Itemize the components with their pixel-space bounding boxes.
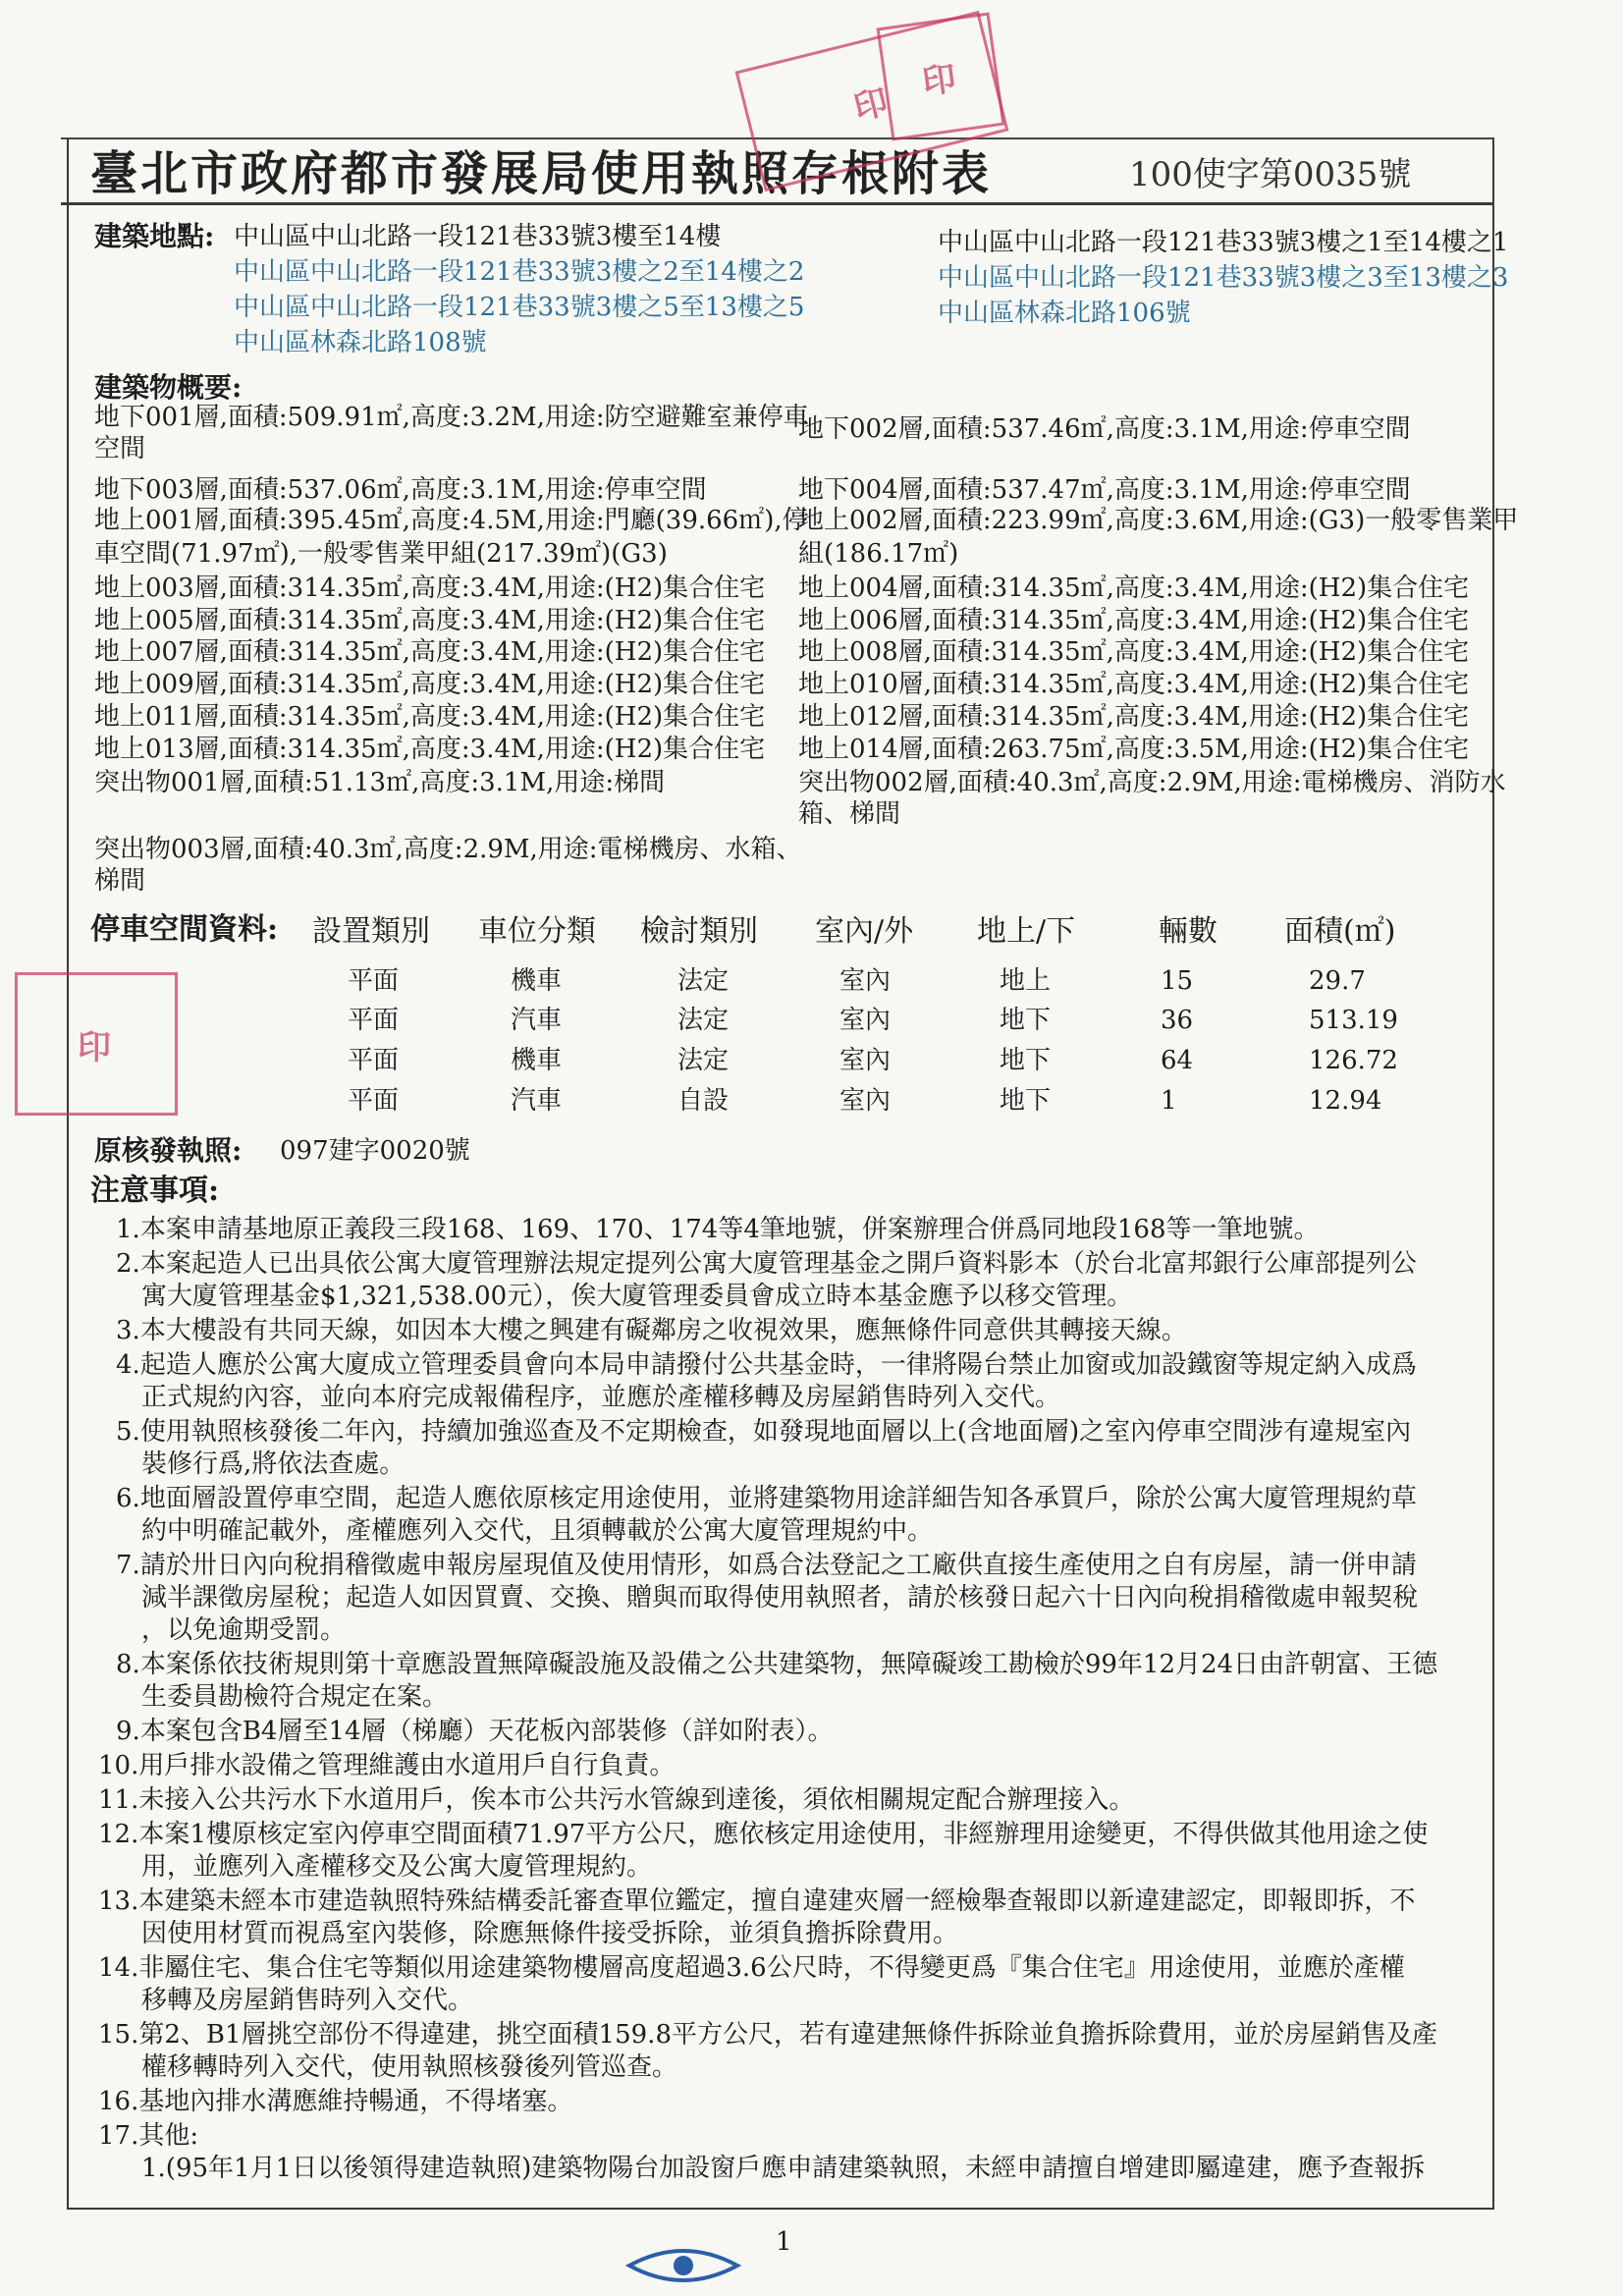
site-address-right: 中山區中山北路一段121巷33號3樓之3至13樓之3 — [938, 263, 1509, 293]
parking-cell: 126.72 — [1309, 1046, 1398, 1075]
summary-line: 突出物001層,面積:51.13㎡,高度:3.1M,用途:梯間 — [94, 768, 666, 797]
note-item — [116, 1315, 1510, 1347]
seal-stamp-left: 印 — [15, 972, 178, 1116]
note-number: 17. — [98, 2121, 139, 2151]
summary-line: 梯間 — [94, 866, 146, 896]
note-line: 用，並應列入產權移交及公寓大廈管理規約。 — [141, 1852, 653, 1882]
parking-cell: 汽車 — [511, 1006, 563, 1035]
note-line: 用戶排水設備之管理維護由水道用戶自行負責。 — [138, 1751, 676, 1780]
note-line: 移轉及房屋銷售時列入交代。 — [141, 1986, 474, 2015]
site-address-left: 中山區中山北路一段121巷33號3樓之5至13樓之5 — [234, 293, 805, 322]
summary-line: 突出物002層,面積:40.3㎡,高度:2.9M,用途:電梯機房、消防水 — [798, 768, 1506, 797]
parking-header-cell: 檢討類別 — [640, 914, 758, 949]
summary-line: 地下004層,面積:537.47㎡,高度:3.1M,用途:停車空間 — [798, 475, 1411, 505]
note-line: 1.(95年1月1日以後領得建造執照)建築物陽台加設窗戶應申請建築執照，未經申請擅自增建即屬違建，應予查報拆 — [141, 2154, 1426, 2183]
note-line: 本大樓設有共同天線，如因本大樓之興建有礙鄰房之收視效果，應無條件同意供其轉接天線。 — [139, 1316, 1187, 1345]
note-line: 基地內排水溝應維持暢通，不得堵塞。 — [138, 2087, 573, 2116]
summary-line: 地上005層,面積:314.35㎡,高度:3.4M,用途:(H2)集合住宅 — [94, 606, 766, 635]
note-number: 4. — [116, 1350, 140, 1380]
seal-stamp-top: 印 — [735, 11, 1009, 191]
summary-line: 地上004層,面積:314.35㎡,高度:3.4M,用途:(H2)集合住宅 — [798, 574, 1470, 603]
note-number: 3. — [116, 1316, 140, 1345]
summary-line: 地上002層,面積:223.99㎡,高度:3.6M,用途:(G3)一般零售業甲 — [798, 506, 1519, 535]
parking-cell: 地下 — [1000, 1086, 1052, 1116]
parking-cell: 法定 — [677, 1046, 730, 1075]
note-line: 第2、B1層挑空部份不得違建，挑空面積159.8平方公尺，若有違建無條件拆除並負擔拆除費用，並於房屋銷售及產 — [138, 2020, 1437, 2050]
note-item — [98, 1819, 1492, 1884]
note-item — [116, 1214, 1510, 1246]
note-number: 15. — [98, 2020, 139, 2050]
note-line: 本案包含B4層至14層（梯廳）天花板內部裝修（詳如附表）。 — [139, 1717, 834, 1746]
page-number: 1 — [776, 2227, 792, 2257]
note-line: 地面層設置停車空間，起造人應依原核定用途使用，並將建築物用途詳細告知各承買戶，除於公寓大廈管理規約草 — [139, 1484, 1417, 1513]
note-line: 約中明確記載外，產權應列入交代，且須轉載於公寓大廈管理規約中。 — [141, 1516, 934, 1546]
note-line: 本建築未經本市建造執照特殊結構委託審查單位鑑定，擅自違建夾層一經檢舉查報即以新違建認定，即報即拆，不 — [138, 1886, 1416, 1916]
note-line: 其他: — [138, 2121, 199, 2151]
summary-line: 地上009層,面積:314.35㎡,高度:3.4M,用途:(H2)集合住宅 — [94, 670, 766, 699]
parking-cell: 平面 — [348, 1086, 400, 1116]
note-line: 請於卅日內向稅捐稽徵處申報房屋現值及使用情形，如爲合法登記之工廠供直接生產使用之自有房屋，請一併申請 — [139, 1551, 1417, 1580]
summary-label: 建築物概要: — [94, 371, 243, 404]
note-line: 減半課徵房屋稅；起造人如因買賣、交換、贈與而取得使用執照者，請於核發日起六十日內向稅捐稽徵處申報契稅 — [141, 1583, 1419, 1613]
note-item — [116, 1416, 1510, 1481]
summary-line: 組(186.17㎡) — [798, 539, 959, 569]
parking-cell: 汽車 — [511, 1086, 563, 1116]
summary-line: 地下002層,面積:537.46㎡,高度:3.1M,用途:停車空間 — [798, 414, 1411, 444]
summary-line: 車空間(71.97㎡),一般零售業甲組(217.39㎡)(G3) — [94, 539, 668, 569]
parking-cell: 36 — [1161, 1006, 1194, 1035]
note-line: 本案申請基地原正義段三段168、169、170、174等4筆地號，併案辦理合併爲同地段168等一筆地號。 — [139, 1215, 1320, 1244]
note-number: 11. — [98, 1785, 139, 1815]
summary-line: 地上006層,面積:314.35㎡,高度:3.4M,用途:(H2)集合住宅 — [798, 606, 1470, 635]
parking-cell: 室內 — [839, 1086, 892, 1116]
parking-cell: 自設 — [677, 1086, 730, 1116]
document-number: 100使字第0035號 — [1129, 155, 1412, 194]
parking-cell: 64 — [1161, 1046, 1194, 1075]
note-item — [116, 1248, 1510, 1313]
site-label: 建築地點: — [94, 220, 215, 252]
parking-cell: 平面 — [348, 1006, 400, 1035]
note-item — [98, 1750, 1492, 1782]
parking-cell: 15 — [1161, 966, 1194, 996]
note-line: 寓大廈管理基金$1,321,538.00元），俟大廈管理委員會成立時本基金應予以移交管理。 — [141, 1282, 1133, 1311]
summary-line: 箱、梯間 — [798, 799, 901, 829]
note-item — [98, 2120, 1492, 2185]
seal-stamp-top-right: 印 — [876, 12, 1004, 140]
site-address-left: 中山區中山北路一段121巷33號3樓至14樓 — [234, 222, 722, 251]
parking-header-cell: 輛數 — [1159, 914, 1217, 949]
note-line: 未接入公共污水下水道用戶，俟本市公共污水管線到達後，須依相關規定配合辦理接入。 — [138, 1785, 1135, 1815]
parking-cell: 1 — [1161, 1086, 1177, 1116]
note-number: 10. — [98, 1751, 139, 1780]
parking-header-cell: 室內/外 — [815, 914, 914, 949]
note-number: 9. — [116, 1717, 140, 1746]
parking-cell: 機車 — [511, 966, 563, 996]
note-number: 6. — [116, 1484, 140, 1513]
parking-cell: 法定 — [677, 1006, 730, 1035]
note-line: 裝修行爲,將依法查處。 — [141, 1449, 406, 1479]
original-license-value: 097建字0020號 — [280, 1136, 470, 1166]
parking-header-cell: 車位分類 — [478, 914, 596, 949]
original-license-label: 原核發執照: — [94, 1134, 243, 1167]
summary-line: 地下003層,面積:537.06㎡,高度:3.1M,用途:停車空間 — [94, 475, 707, 505]
note-item — [98, 2086, 1492, 2118]
note-line: 起造人應於公寓大廈成立管理委員會向本局申請撥付公共基金時，一律將陽台禁止加窗或加設鐵窗等規定納入成爲 — [139, 1350, 1417, 1380]
summary-line: 地上003層,面積:314.35㎡,高度:3.4M,用途:(H2)集合住宅 — [94, 574, 766, 603]
summary-line: 地上007層,面積:314.35㎡,高度:3.4M,用途:(H2)集合住宅 — [94, 637, 766, 667]
note-number: 13. — [98, 1886, 139, 1916]
note-item — [116, 1649, 1510, 1714]
note-number: 1. — [116, 1215, 140, 1244]
note-item — [98, 2019, 1492, 2084]
note-line: 正式規約內容，並向本府完成報備程序，並應於產權移轉及房屋銷售時列入交代。 — [141, 1383, 1061, 1412]
note-line: 本案係依技術規則第十章應設置無障礙設施及設備之公共建築物，無障礙竣工勘檢於99年12月24日由許朝富、王德 — [139, 1650, 1438, 1679]
summary-line: 空間 — [94, 434, 146, 464]
site-address-right: 中山區中山北路一段121巷33號3樓之1至14樓之1 — [938, 228, 1509, 257]
note-number: 7. — [116, 1551, 140, 1580]
note-item — [98, 1784, 1492, 1817]
parking-cell: 法定 — [677, 966, 730, 996]
summary-line: 突出物003層,面積:40.3㎡,高度:2.9M,用途:電梯機房、水箱、 — [94, 835, 802, 864]
parking-cell: 機車 — [511, 1046, 563, 1075]
note-line: ，以免逾期受罰。 — [141, 1615, 347, 1645]
site-address-left: 中山區林森北路108號 — [234, 328, 487, 357]
parking-cell: 地下 — [1000, 1006, 1052, 1035]
parking-cell: 平面 — [348, 1046, 400, 1075]
notes-label: 注意事項: — [90, 1174, 220, 1208]
parking-cell: 地下 — [1000, 1046, 1052, 1075]
city-logo-icon — [624, 2241, 742, 2290]
parking-cell: 平面 — [348, 966, 400, 996]
note-line: 因使用材質而視爲室內裝修，除應無條件接受拆除，並須負擔拆除費用。 — [141, 1919, 959, 1948]
note-item — [98, 1886, 1492, 1950]
page-title: 臺北市政府都市發展局使用執照存根附表 — [90, 146, 993, 201]
summary-line: 地上011層,面積:314.35㎡,高度:3.4M,用途:(H2)集合住宅 — [94, 702, 766, 732]
parking-label: 停車空間資料: — [90, 912, 279, 947]
summary-line: 地上012層,面積:314.35㎡,高度:3.4M,用途:(H2)集合住宅 — [798, 702, 1470, 732]
note-line: 權移轉時列入交代，使用執照核發後列管巡查。 — [141, 2052, 678, 2082]
summary-line: 地上013層,面積:314.35㎡,高度:3.4M,用途:(H2)集合住宅 — [94, 735, 766, 764]
parking-cell: 室內 — [839, 1006, 892, 1035]
parking-cell: 12.94 — [1309, 1086, 1382, 1116]
summary-line: 地上010層,面積:314.35㎡,高度:3.4M,用途:(H2)集合住宅 — [798, 670, 1470, 699]
summary-line: 地上014層,面積:263.75㎡,高度:3.5M,用途:(H2)集合住宅 — [798, 735, 1470, 764]
site-address-right: 中山區林森北路106號 — [938, 299, 1191, 328]
parking-header-cell: 設置類別 — [312, 914, 430, 949]
note-number: 14. — [98, 1953, 139, 1983]
note-item — [116, 1716, 1510, 1748]
parking-cell: 室內 — [839, 966, 892, 996]
summary-line: 地下001層,面積:509.91㎡,高度:3.2M,用途:防空避難室兼停車 — [94, 403, 809, 432]
parking-cell: 地上 — [1000, 966, 1052, 996]
note-number: 12. — [98, 1820, 139, 1849]
note-line: 生委員勘檢符合規定在案。 — [141, 1682, 449, 1712]
note-item — [98, 1952, 1492, 2017]
note-number: 16. — [98, 2087, 139, 2116]
parking-cell: 513.19 — [1309, 1006, 1398, 1035]
note-item — [116, 1483, 1510, 1548]
note-item — [116, 1550, 1510, 1647]
note-number: 5. — [116, 1417, 140, 1447]
parking-header-cell: 面積(㎡) — [1284, 914, 1396, 949]
note-line: 非屬住宅、集合住宅等類似用途建築物樓層高度超過3.6公尺時，不得變更爲『集合住宅』用途使用，並應於產權 — [138, 1953, 1405, 1983]
note-number: 8. — [116, 1650, 140, 1679]
note-item — [116, 1349, 1510, 1414]
parking-cell: 29.7 — [1309, 966, 1366, 996]
note-line: 本案1樓原核定室內停車空間面積71.97平方公尺，應依核定用途使用，非經辦理用途變更，不得供做其他用途之使 — [138, 1820, 1429, 1849]
summary-line: 地上008層,面積:314.35㎡,高度:3.4M,用途:(H2)集合住宅 — [798, 637, 1470, 667]
note-line: 本案起造人已出具依公寓大廈管理辦法規定提列公寓大廈管理基金之開戶資料影本（於台北富邦銀行公庫部提列公 — [139, 1249, 1417, 1279]
parking-cell: 室內 — [839, 1046, 892, 1075]
note-line: 使用執照核發後二年內，持續加強巡查及不定期檢查，如發現地面層以上(含地面層)之室內停車空間涉有違規室內 — [139, 1417, 1412, 1447]
site-address-left: 中山區中山北路一段121巷33號3樓之2至14樓之2 — [234, 257, 805, 287]
parking-header-cell: 地上/下 — [977, 914, 1076, 949]
note-number: 2. — [116, 1249, 140, 1279]
summary-line: 地上001層,面積:395.45㎡,高度:4.5M,用途:門廳(39.66㎡),停 — [94, 506, 808, 535]
